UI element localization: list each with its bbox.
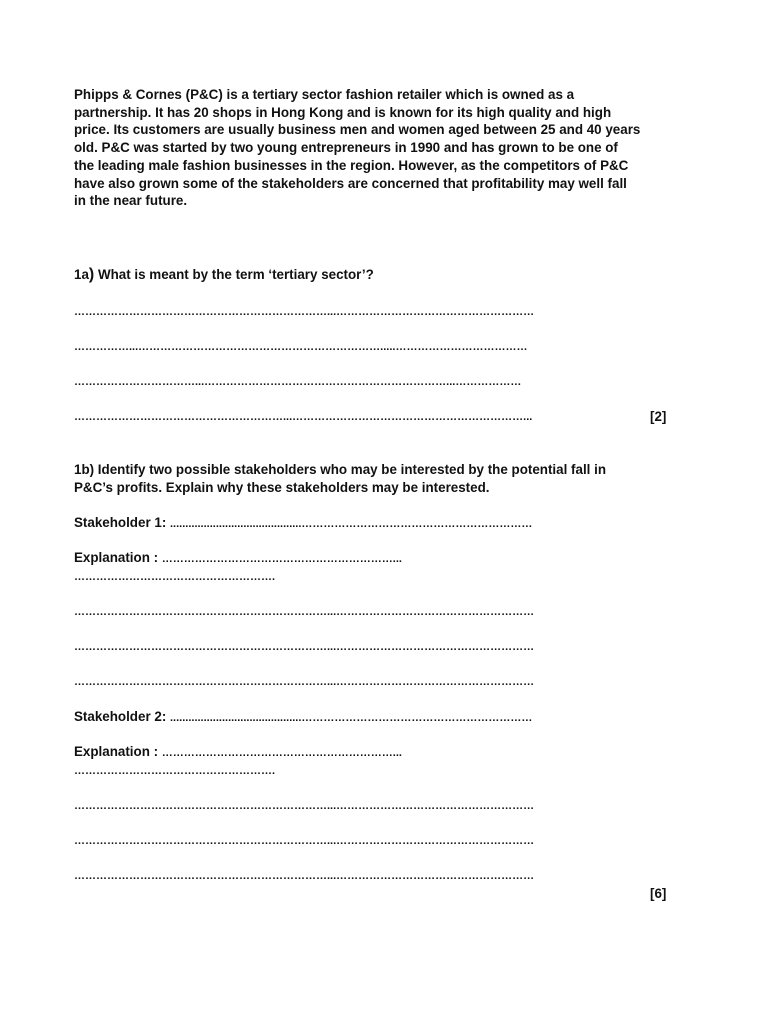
question-1b: 1b) Identify two possible stakeholders who may be interested by the potential fall in P&C’s profits. Explain why these stakeholders may be interested. <box>74 462 607 495</box>
explanation-1-row <box>74 549 402 569</box>
answer-line-1b-1[interactable]: ……………………………………………………………...……………………………………………… <box>74 606 535 618</box>
stakeholder-2-label: Stakeholder 2: <box>74 709 170 724</box>
explanation-1-line-2[interactable]: ………………………………………………. <box>74 571 276 583</box>
answer-line-1b-5[interactable]: ……………………………………………………………...……………………………………………… <box>74 835 535 847</box>
stakeholder-1-label: Stakeholder 1: <box>74 515 170 530</box>
answer-line-1b-6[interactable]: ……………………………………………………………...……………………………………………… <box>74 870 535 882</box>
question-1a <box>74 266 374 284</box>
explanation-2-answer-line[interactable]: ………………………………………………………... <box>161 747 402 759</box>
question-1a-bracket: ) <box>88 266 95 283</box>
answer-line-1a-2[interactable]: ……………...………………………………………………………….....……………………………… <box>74 341 528 353</box>
marks-1b: [6] <box>650 886 667 901</box>
answer-line-1b-4[interactable]: ……………………………………………………………...……………………………………………… <box>74 800 535 812</box>
stakeholder-2-row <box>74 708 532 728</box>
marks-1a: [2] <box>650 409 667 424</box>
answer-line-1a-4[interactable]: …………………………………………………...………………………………………………………... <box>74 411 533 423</box>
answer-line-1b-3[interactable]: ……………………………………………………………...……………………………………………… <box>74 676 535 688</box>
stakeholder-2-answer-line[interactable]: ...........................................……………………………………………………… <box>170 712 533 724</box>
question-1a-number: 1a <box>74 267 89 282</box>
case-study-paragraph: Phipps & Cornes (P&C) is a tertiary sector fashion retailer which is owned as a partnership. It has 20 shops in Hong Kong and is known for its high quality and high price. Its customers are usually business men and women aged between 25 and 40 years old. P&C was started by two young entrepreneurs in 1990 and has grown to be one of the leading male fashion businesses in the region. However, as the competitors of P&C have also grown some of the stakeholders are concerned that profitability may well fall in the near future. <box>74 87 641 209</box>
question-1a-text: What is meant by the term ‘tertiary sector’? <box>94 267 374 282</box>
explanation-1-answer-line[interactable]: ………………………………………………………... <box>161 553 402 565</box>
stakeholder-1-row <box>74 514 532 534</box>
answer-line-1b-2[interactable]: ……………………………………………………………...……………………………………………… <box>74 641 535 653</box>
answer-line-1a-1[interactable]: ……………………………………………………………...……………………………………………… <box>74 306 535 318</box>
stakeholder-1-answer-line[interactable]: ...........................................……………………………………………………… <box>170 518 533 530</box>
answer-line-1a-3[interactable]: ……………………………...…………………………………………………………...……………… <box>74 376 522 388</box>
explanation-1-label: Explanation : <box>74 550 162 565</box>
explanation-2-line-2[interactable]: ………………………………………………. <box>74 765 276 777</box>
explanation-2-row <box>74 743 402 763</box>
explanation-2-label: Explanation : <box>74 744 162 759</box>
